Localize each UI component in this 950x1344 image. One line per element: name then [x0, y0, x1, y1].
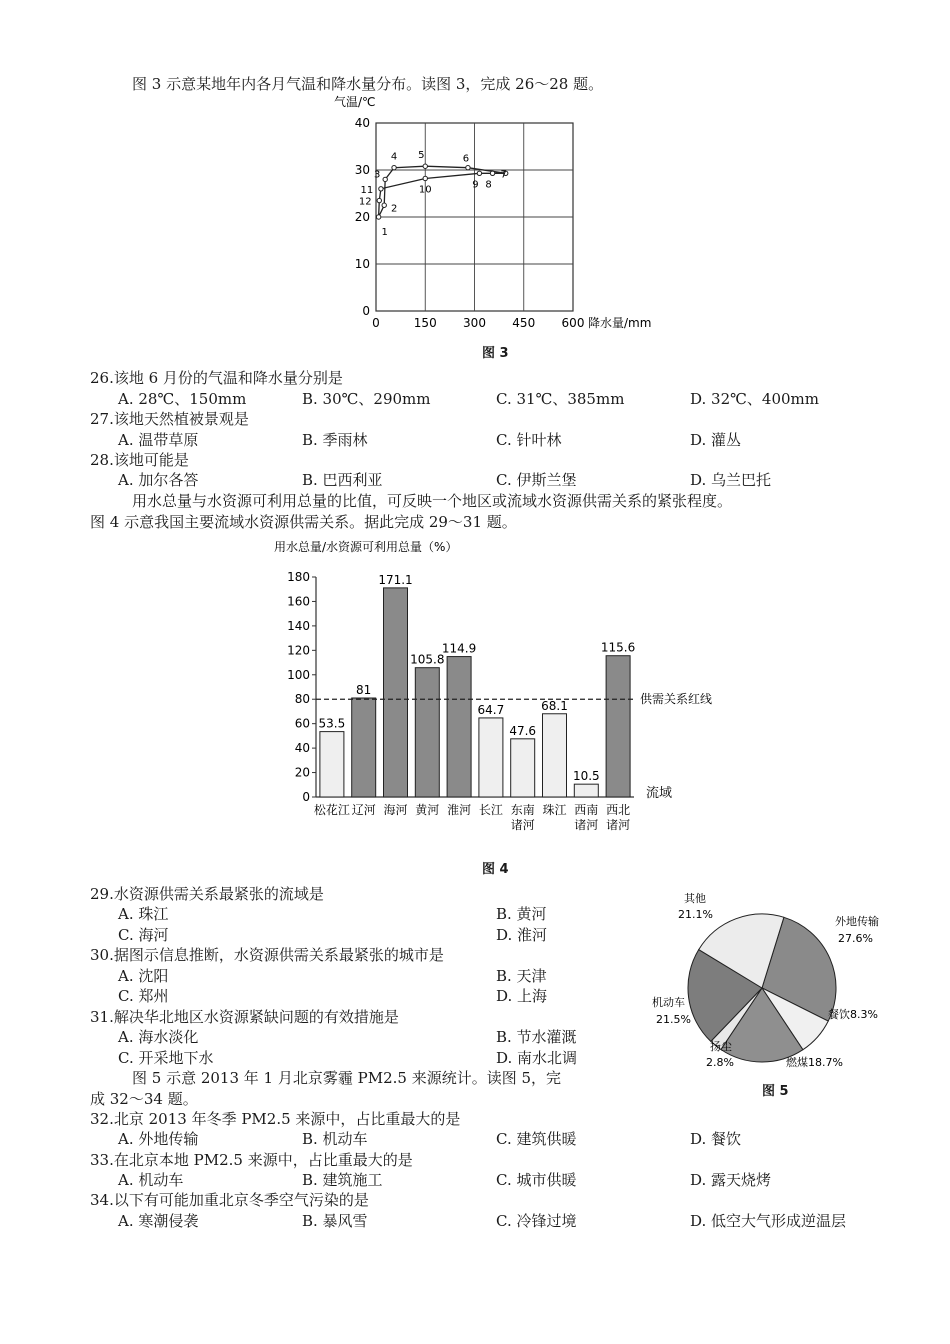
fig4-bar: [574, 784, 598, 797]
fig3-y-ticks: [355, 116, 370, 318]
fig3-point-label: 7: [500, 169, 507, 181]
fig4-y-axis-label: 用水总量/水资源可利用总量（%）: [274, 540, 458, 554]
intro-text-fig3: 图 3 示意某地年内各月气温和降水量分布。读图 3，完成 26～28 题。: [132, 75, 604, 93]
fig3-y-tick-label: 30: [354, 163, 370, 177]
fig4-redline-label: 供需关系红线: [640, 692, 713, 707]
q27-option-d: D. 灌丛: [690, 431, 742, 449]
q32-option-d: D. 餐饮: [690, 1130, 742, 1148]
q27-option-b: B. 季雨林: [302, 431, 368, 449]
fig4-y-ticks: [287, 570, 316, 804]
fig5-slice-pct: 21.5%: [656, 1013, 691, 1026]
q31-stem: 31.解决华北地区水资源紧缺问题的有效措施是: [90, 1008, 399, 1026]
fig4-category-label: 西北: [606, 803, 631, 817]
intro-text-fig4-line2: 图 4 示意我国主要流域水资源供需关系。据此完成 29～31 题。: [90, 513, 517, 531]
fig3-x-tick-label: 450: [512, 316, 536, 330]
fig4-category-label: 珠江: [542, 803, 567, 817]
fig4-y-tick-label: 80: [294, 692, 310, 707]
q30-option-c: C. 郑州: [118, 987, 169, 1005]
fig3-point-month-3: [383, 177, 387, 181]
fig3-x-tick-label: 0: [372, 316, 380, 330]
fig4-y-tick-label: 160: [287, 594, 310, 609]
q31-option-b: B. 节水灌溉: [496, 1028, 577, 1046]
fig4-bar: [606, 656, 630, 797]
q31-option-c: C. 开采地下水: [118, 1049, 214, 1067]
q27-option-a: A. 温带草原: [118, 431, 199, 449]
fig3-point-month-8: [490, 171, 494, 175]
fig4-category-label: 辽河: [351, 803, 376, 817]
q30-option-a: A. 沈阳: [118, 967, 169, 985]
fig3-point-month-6: [466, 165, 470, 169]
fig4-bar-value-label: 81: [356, 683, 372, 697]
q33-option-b: B. 建筑施工: [302, 1171, 383, 1189]
fig4-bar-value-label: 10.5: [572, 769, 600, 784]
fig3-point-month-12: [377, 198, 381, 202]
fig3-point-month-1: [376, 215, 380, 219]
fig3-series-line: [379, 166, 506, 217]
q26-option-c: C. 31℃、385mm: [496, 390, 625, 408]
q26-option-a: A. 28℃、150mm: [118, 390, 247, 408]
fig3-caption: 图 3: [482, 346, 509, 361]
fig4-category-label: 松花江: [313, 803, 350, 817]
q28-option-b: B. 巴西利亚: [302, 471, 383, 489]
q26-option-d: D. 32℃、400mm: [690, 390, 819, 408]
fig3-point-label: 2: [391, 203, 398, 215]
q26-option-b: B. 30℃、290mm: [302, 390, 431, 408]
q27-option-c: C. 针叶林: [496, 431, 562, 449]
fig4-bars: [319, 573, 636, 797]
fig4-x-axis-label: 流域: [646, 786, 673, 801]
fig4-category-label: 东南: [510, 803, 535, 817]
fig3-series-path: [379, 166, 506, 217]
fig3-point-label: 12: [358, 196, 372, 208]
q30-option-d: D. 上海: [496, 987, 548, 1005]
fig4-water-supply-demand-chart: [270, 534, 713, 846]
fig3-gridlines: [376, 123, 573, 311]
q28-option-a: A. 加尔各答: [118, 471, 199, 489]
fig4-y-tick-label: 180: [287, 570, 310, 584]
fig3-point-label: 4: [390, 151, 398, 163]
fig5-slice-name: 其他: [684, 892, 706, 905]
q28-option-d: D. 乌兰巴托: [690, 471, 772, 489]
fig3-x-tick-label: 300: [463, 316, 486, 330]
fig4-bar-value-label: 64.7: [477, 702, 505, 717]
fig4-category-label: 淮河: [447, 803, 472, 817]
q33-option-a: A. 机动车: [118, 1171, 184, 1189]
fig5-slice-pct: 27.6%: [838, 932, 873, 945]
q32-stem: 32.北京 2013 年冬季 PM2.5 来源中，占比重最大的是: [90, 1110, 461, 1128]
fig4-category-labels: [314, 802, 630, 832]
fig4-bar-value-label: 53.5: [318, 716, 346, 731]
q28-stem: 28.该地可能是: [90, 451, 189, 469]
fig3-point-label: 9: [472, 179, 479, 191]
fig4-category-label-line2: 诸河: [574, 818, 599, 832]
fig4-bar: [352, 698, 376, 797]
fig3-y-tick-label: 40: [354, 116, 370, 130]
fig3-point-label: 10: [418, 184, 432, 196]
fig4-y-tick-label: 0: [302, 790, 310, 804]
fig3-point-month-5: [423, 164, 427, 168]
fig5-slice-name-pct: 餐饮8.3%: [828, 1008, 878, 1021]
fig3-point-label: 6: [462, 153, 470, 165]
q29-option-a: A. 珠江: [118, 905, 169, 923]
fig3-point-month-2: [382, 203, 386, 207]
fig3-point-label: 3: [374, 169, 381, 181]
fig5-slice-name: 扬尘: [710, 1040, 732, 1053]
q26-stem: 26.该地 6 月份的气温和降水量分别是: [90, 369, 343, 387]
fig3-x-axis-label: 降水量/mm: [588, 316, 652, 330]
fig3-point-month-11: [379, 187, 383, 191]
fig4-category-label: 西南: [574, 803, 599, 817]
q32-option-a: A. 外地传输: [118, 1130, 199, 1148]
fig4-y-tick-label: 20: [294, 765, 310, 780]
fig3-point-month-4: [392, 165, 396, 169]
fig4-bar-value-label: 47.6: [509, 723, 537, 738]
fig3-temperature-precipitation-chart: [320, 92, 680, 332]
q31-option-a: A. 海水淡化: [118, 1028, 199, 1046]
q34-option-c: C. 冷锋过境: [496, 1212, 577, 1230]
q29-option-d: D. 淮河: [496, 926, 548, 944]
fig5-caption: 图 5: [762, 1084, 789, 1099]
fig4-bar: [384, 588, 408, 797]
fig5-slice-name-pct: 燃煤18.7%: [786, 1056, 843, 1069]
fig3-point-label: 11: [360, 184, 374, 196]
fig3-y-tick-label: 0: [362, 304, 370, 318]
fig4-bar: [447, 657, 471, 797]
fig3-point-month-10: [423, 176, 427, 180]
fig3-point-month-9: [477, 171, 481, 175]
fig4-y-tick-label: 140: [287, 618, 310, 633]
intro-text-fig4-line1: 用水总量与水资源可利用总量的比值，可反映一个地区或流域水资源供需关系的紧张程度。: [132, 492, 733, 510]
fig3-x-tick-label: 600: [561, 316, 585, 330]
q32-option-c: C. 建筑供暖: [496, 1130, 577, 1148]
fig4-bar: [543, 714, 567, 797]
q29-option-c: C. 海河: [118, 926, 169, 944]
q30-stem: 30.据图示信息推断，水资源供需关系最紧张的城市是: [90, 946, 444, 964]
q34-option-d: D. 低空大气形成逆温层: [690, 1212, 847, 1230]
fig4-category-label-line2: 诸河: [606, 818, 631, 832]
fig4-bar: [415, 668, 439, 797]
fig4-bar: [320, 732, 344, 797]
q34-option-a: A. 寒潮侵袭: [118, 1212, 199, 1230]
q34-stem: 34.以下有可能加重北京冬季空气污染的是: [90, 1191, 369, 1209]
fig5-slice-name: 外地传输: [835, 915, 879, 928]
fig4-bar: [479, 718, 503, 797]
intro-text-fig5-line1: 图 5 示意 2013 年 1 月北京雾霾 PM2.5 来源统计。读图 5，完: [132, 1069, 562, 1087]
fig4-category-label: 黄河: [415, 803, 440, 817]
fig4-caption: 图 4: [482, 862, 509, 877]
fig3-point-label: 1: [381, 227, 388, 238]
fig5-slice-name: 机动车: [652, 996, 685, 1009]
q32-option-b: B. 机动车: [302, 1130, 368, 1148]
fig4-y-tick-label: 100: [287, 667, 310, 682]
q33-stem: 33.在北京本地 PM2.5 来源中，占比重最大的是: [90, 1151, 413, 1169]
q28-option-c: C. 伊斯兰堡: [496, 471, 577, 489]
fig4-bar-value-label: 68.1: [541, 698, 568, 713]
fig4-bar-value-label: 105.8: [410, 652, 445, 667]
fig3-data-points: [359, 150, 508, 238]
fig4-category-label-line2: 诸河: [510, 818, 535, 832]
fig3-point-label: 8: [485, 179, 492, 191]
fig4-bar-value-label: 171.1: [378, 572, 413, 587]
fig3-x-ticks: [372, 316, 584, 330]
q29-option-b: B. 黄河: [496, 905, 547, 923]
fig5-slice-pct: 2.8%: [706, 1056, 734, 1069]
q33-option-d: D. 露天烧烤: [690, 1171, 772, 1189]
fig5-pm25-source-pie: [640, 880, 910, 1080]
fig4-y-tick-label: 60: [294, 716, 310, 731]
fig4-bar-value-label: 114.9: [441, 641, 477, 656]
fig3-x-tick-label: 150: [413, 316, 437, 330]
fig4-y-tick-label: 40: [294, 741, 310, 756]
q29-stem: 29.水资源供需关系最紧张的流域是: [90, 885, 324, 903]
fig3-y-axis-label: 气温/℃: [334, 95, 376, 109]
q30-option-b: B. 天津: [496, 967, 547, 985]
fig4-bar: [511, 739, 535, 797]
q31-option-d: D. 南水北调: [496, 1049, 578, 1067]
q33-option-c: C. 城市供暖: [496, 1171, 577, 1189]
fig3-y-tick-label: 20: [354, 210, 370, 224]
fig4-category-label: 海河: [383, 803, 408, 817]
fig4-bar-value-label: 115.6: [600, 640, 636, 655]
q34-option-b: B. 暴风雪: [302, 1212, 368, 1230]
fig4-category-label: 长江: [478, 803, 503, 817]
fig3-point-label: 5: [418, 150, 425, 162]
fig4-y-tick-label: 120: [287, 643, 310, 658]
q27-stem: 27.该地天然植被景观是: [90, 410, 249, 428]
fig5-slice-pct: 21.1%: [678, 908, 713, 921]
intro-text-fig5-line2: 成 32～34 题。: [90, 1090, 198, 1108]
fig3-y-tick-label: 10: [354, 257, 370, 271]
